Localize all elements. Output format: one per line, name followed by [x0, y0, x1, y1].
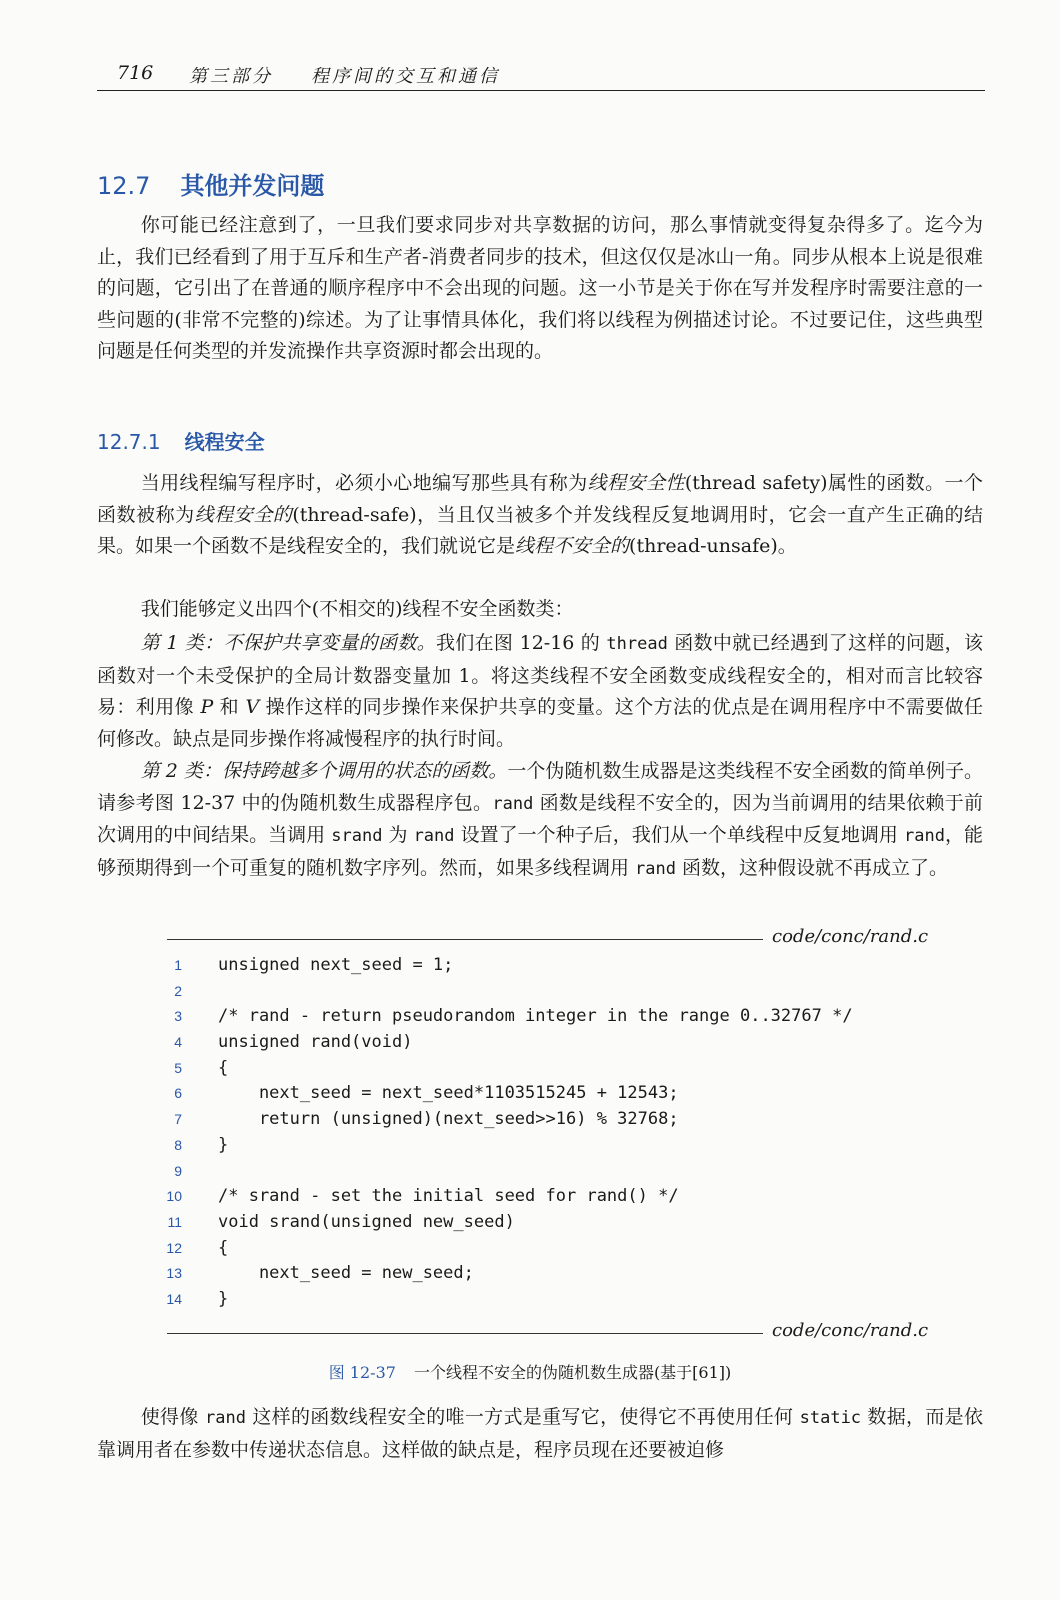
- section-title: 其他并发问题: [180, 172, 325, 200]
- text-run: 为: [382, 824, 414, 846]
- code-text: {: [218, 1237, 229, 1258]
- line-number: 11: [167, 1213, 182, 1230]
- code-text: next_seed = new_seed;: [218, 1263, 474, 1284]
- part-title: 程序间的交互和通信: [311, 66, 500, 87]
- code-top-rule: [167, 939, 763, 940]
- text-run: 函数，这种假设就不再成立了。: [676, 856, 949, 879]
- line-number: 2: [174, 982, 182, 999]
- code-line: [160, 1210, 960, 1236]
- var-v: V: [245, 696, 260, 718]
- code-thread: thread: [606, 634, 668, 654]
- code-text: /* rand - return pseudorandom integer in the range 0..32767 */: [218, 1006, 853, 1027]
- rewrite-paragraph: [97, 1402, 983, 1466]
- code-rand: rand: [903, 826, 945, 846]
- code-text: /* srand - set the initial seed for rand() */: [218, 1186, 679, 1207]
- term-thread-safety: 线程安全性: [587, 472, 685, 494]
- code-rand: rand: [413, 826, 455, 846]
- code-text: }: [218, 1134, 229, 1155]
- term-thread-safe: 线程安全的: [194, 503, 293, 526]
- code-text: }: [218, 1288, 229, 1309]
- code-line: [160, 1133, 960, 1159]
- code-text: next_seed = next_seed*1103515245 + 12543;: [218, 1083, 679, 1104]
- code-text: unsigned rand(void): [218, 1032, 413, 1053]
- code-rand: rand: [205, 1408, 246, 1428]
- code-path-top: code/conc/rand.c: [772, 926, 929, 947]
- text-run: 数据，而是依靠调用者在参数中传递状态信息。这样做的缺点是，程序员现在还要被迫修: [97, 1406, 983, 1461]
- code-text: {: [218, 1057, 229, 1078]
- text-run: 我们在图 12-16 的: [435, 632, 607, 654]
- code-line: [160, 979, 960, 1005]
- text-run: 当用线程编写程序时，必须小心地编写那些具有称为: [140, 472, 588, 494]
- class-1-paragraph: [97, 628, 983, 755]
- line-number: 9: [174, 1162, 182, 1179]
- class-2-paragraph: [97, 756, 983, 885]
- subsection-number: 12.7.1: [97, 430, 161, 454]
- text-run: 函数中就已经遇到了这样的问题，该函数对一个未受保护的全局计数器变量加 1。将这类线程不安全函数变成线程安全的，相对而言比较容易：利用像: [97, 632, 983, 718]
- code-line: [160, 1184, 960, 1210]
- text-run: 操作这样的同步操作来保护共享的变量。这个方法的优点是在调用程序中不需要做任何修改。缺点是同步操作将减慢程序的执行时间。: [97, 696, 983, 750]
- line-number: 3: [174, 1008, 182, 1025]
- line-number: 14: [166, 1290, 182, 1307]
- figure-caption: [0, 1360, 1060, 1383]
- line-number: 5: [174, 1059, 182, 1076]
- var-p: P: [200, 696, 214, 718]
- text-run: (thread-safe)，当且仅当被多个并发线程反复地调用时，它会一直产生正确的结果。如果一个函数不是线程安全的，我们就说它是: [97, 503, 983, 557]
- page-number: 716: [117, 62, 154, 84]
- line-number: 13: [166, 1265, 182, 1282]
- text-run: (thread-unsafe)。: [629, 535, 797, 557]
- part-label: 第三部分: [189, 66, 273, 87]
- code-text: void srand(unsigned new_seed): [218, 1211, 515, 1232]
- line-number: 12: [166, 1239, 182, 1256]
- code-line: [160, 1004, 960, 1030]
- figure-caption-text: 一个线程不安全的伪随机数生成器(基于[61]): [413, 1363, 732, 1382]
- code-path-bottom: code/conc/rand.c: [772, 1320, 929, 1341]
- class-1-lead: 第 1 类：不保护共享变量的函数。: [140, 632, 436, 654]
- term-thread-unsafe: 线程不安全的: [515, 535, 630, 557]
- section-number: 12.7: [97, 172, 151, 200]
- code-line: [160, 1030, 960, 1056]
- text-run: ，能够预期得到一个可重复的随机数字序列。然而，如果多线程调用: [97, 824, 983, 879]
- section-heading: [97, 166, 324, 201]
- running-header: [97, 56, 985, 91]
- line-number: 7: [174, 1111, 182, 1128]
- line-number: 4: [174, 1034, 182, 1051]
- code-text: return (unsigned)(next_seed>>16) % 32768;: [218, 1109, 679, 1130]
- code-static: static: [799, 1408, 862, 1428]
- line-number: 6: [174, 1085, 182, 1102]
- code-rand: rand: [635, 858, 676, 879]
- code-line: [160, 1236, 960, 1262]
- text-run: 函数是线程不安全的，因为当前调用的结果依赖于前次调用的中间结果。当调用: [97, 791, 984, 846]
- code-line: [160, 1159, 960, 1185]
- class-2-lead: 第 2 类：保持跨越多个调用的状态的函数。: [140, 760, 508, 782]
- classes-intro-paragraph: 我们能够定义出四个(不相交的)线程不安全函数类：: [140, 598, 574, 620]
- text-run: 这样的函数线程安全的唯一方式是重写它，使得它不再使用任何: [245, 1406, 800, 1428]
- text-run: 设置了一个种子后，我们从一个单线程中反复地调用: [454, 824, 904, 846]
- subsection-title: 线程安全: [184, 430, 265, 454]
- text-run: (thread safety)属性的函数。一个函数被称为: [97, 472, 983, 526]
- code-line: [160, 1056, 960, 1082]
- line-number: 10: [166, 1188, 182, 1205]
- line-number: 1: [174, 957, 182, 973]
- code-srand: srand: [331, 826, 383, 846]
- line-number: 8: [174, 1136, 182, 1153]
- code-line: [160, 1081, 960, 1107]
- code-rand: rand: [492, 793, 534, 814]
- text-run: 使得像: [140, 1406, 206, 1428]
- subsection-heading: [97, 426, 265, 455]
- text-run: 一个伪随机数生成器是这类线程不安全函数的简单例子。请参考图 12-37 中的伪随机数生成器程序包。: [97, 760, 983, 814]
- code-line: [160, 1287, 960, 1313]
- thread-safety-paragraph: [97, 468, 983, 563]
- text-run: 和: [213, 696, 246, 718]
- code-line: [160, 1261, 960, 1287]
- code-bottom-rule: [167, 1333, 763, 1334]
- figure-label: 图 12-37: [328, 1363, 396, 1382]
- code-listing: [160, 953, 960, 1313]
- code-line: [160, 953, 960, 979]
- code-text: unsigned next_seed = 1;: [218, 955, 454, 975]
- intro-paragraph: 你可能已经注意到了，一旦我们要求同步对共享数据的访问，那么事情就变得复杂得多了。迄今为止，我们已经看到了用于互斥和生产者-消费者同步的技术，但这仅仅是冰山一角。同步从根本上说是很难的问题，它引出了在普通的顺序程序中不会出现的问题。这一小节是关于你在写并发程序时需要注意的一些问题的(非常不完整的)综述。为了让事情具体化，我们将以线程为例描述讨论。不过要记住，这些典型问题是任何类型的并发流操作共享资源时都会出现的。: [97, 214, 983, 362]
- code-line: [160, 1107, 960, 1133]
